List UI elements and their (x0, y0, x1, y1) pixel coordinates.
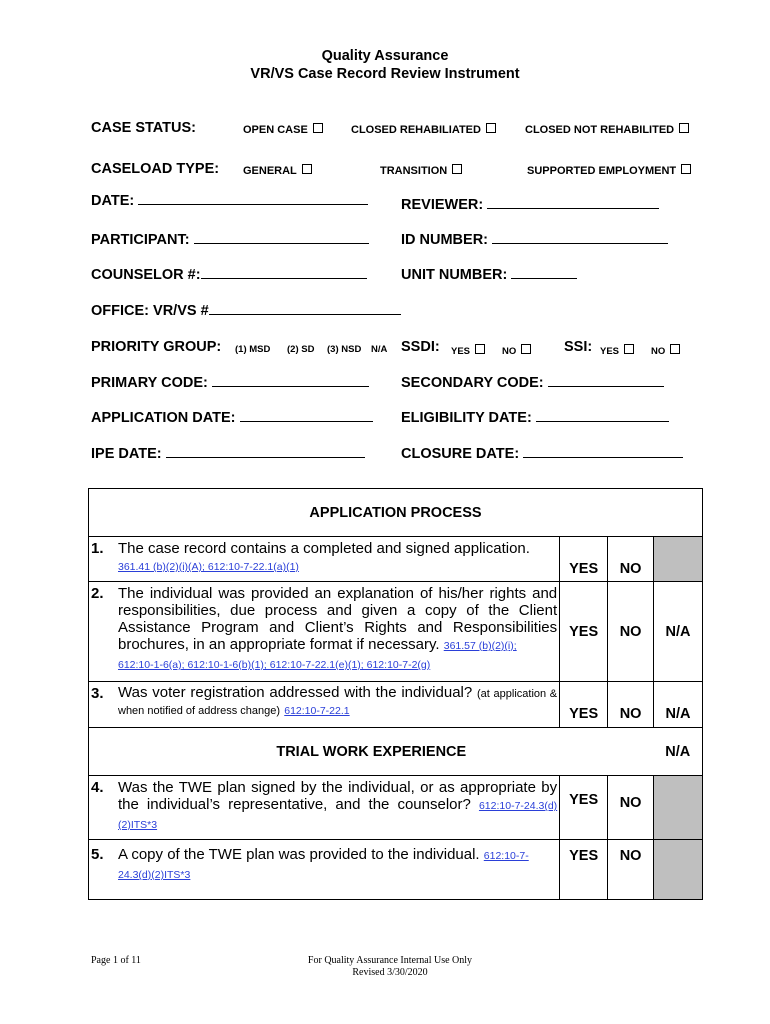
caseload-transition-option[interactable]: TRANSITION (380, 164, 462, 177)
no-cell[interactable]: NO (608, 537, 654, 582)
ssdi-yes-option[interactable]: YES (451, 344, 485, 357)
question-cell (89, 682, 560, 728)
yes-cell[interactable]: YES (560, 840, 608, 900)
caseload-supported-employment-option[interactable]: SUPPORTED EMPLOYMENT (527, 164, 691, 177)
na-cell-disabled (654, 840, 703, 900)
no-cell[interactable]: NO (608, 776, 654, 840)
question-cell (89, 776, 560, 840)
question-number: 2. (91, 585, 104, 602)
twe-na-cell[interactable]: N/A (654, 728, 703, 776)
question-cell (89, 582, 560, 682)
question-text: The individual was provided an explanation of his/her rights and responsibilities, due process and given a copy of the Client Assistance Program and Client’s Rights and Responsibilities brochures, in an appropriate format if necessary. (118, 585, 558, 653)
review-table (88, 488, 703, 900)
reviewer-field[interactable]: REVIEWER: (401, 197, 659, 213)
question-number: 1. (91, 540, 104, 557)
question-text: Was voter registration addressed with the individual? (118, 684, 473, 701)
checkbox-icon[interactable] (670, 344, 680, 354)
primary-code-field[interactable]: PRIMARY CODE: (91, 375, 369, 391)
footer-usage-note: For Quality Assurance Internal Use Only (307, 955, 473, 966)
citation-link[interactable]: 612:10-7-24.3(d)(2)ITS*3 (118, 800, 558, 831)
counselor-field[interactable]: COUNSELOR #: (91, 267, 367, 283)
checkbox-icon[interactable] (452, 164, 462, 174)
citation-link[interactable]: 361.41 (b)(2)(i)(A); 612:10-7-22.1(a)(1) (118, 561, 299, 573)
ssdi-label: SSDI: (401, 339, 440, 355)
case-status-label: CASE STATUS: (91, 120, 196, 136)
yes-cell[interactable]: YES (560, 537, 608, 582)
caseload-type-label: CASELOAD TYPE: (91, 161, 220, 177)
checkbox-icon[interactable] (681, 164, 691, 174)
office-field[interactable]: OFFICE: VR/VS # (91, 303, 401, 319)
ssi-yes-option[interactable]: YES (600, 344, 634, 357)
checkbox-icon[interactable] (486, 123, 496, 133)
unit-number-field[interactable]: UNIT NUMBER: (401, 267, 577, 283)
document-subtitle: VR/VS Case Record Review Instrument (250, 66, 520, 82)
eligibility-date-field[interactable]: ELIGIBILITY DATE: (401, 410, 669, 426)
table-row (89, 537, 703, 582)
section-heading: TRIAL WORK EXPERIENCE (89, 728, 654, 776)
question-text: The case record contains a completed and signed application. (118, 540, 530, 557)
citation-link[interactable]: 612:10-7-22.1 (284, 705, 350, 717)
checkbox-icon[interactable] (302, 164, 312, 174)
checkbox-icon[interactable] (679, 123, 689, 133)
application-date-field[interactable]: APPLICATION DATE: (91, 410, 373, 426)
section-row-application (89, 489, 703, 537)
document-title: Quality Assurance (321, 48, 449, 64)
closure-date-field[interactable]: CLOSURE DATE: (401, 446, 683, 462)
page-number: Page 1 of 11 (91, 955, 141, 966)
na-cell[interactable]: N/A (654, 582, 703, 682)
citation-link[interactable]: 361.57 (b)(2)(i); (443, 640, 517, 652)
footer-revised-date: Revised 3/30/2020 (352, 967, 428, 978)
priority-na-option[interactable]: N/A (371, 344, 388, 355)
case-status-closed-not-rehab-option[interactable]: CLOSED NOT REHABILITED (525, 123, 689, 136)
id-number-field[interactable]: ID NUMBER: (401, 232, 668, 248)
priority-sd-option[interactable]: (2) SD (287, 344, 315, 355)
date-field[interactable]: DATE: (91, 193, 368, 209)
priority-msd-option[interactable]: (1) MSD (235, 344, 271, 355)
ssi-no-option[interactable]: NO (651, 344, 680, 357)
yes-cell[interactable]: YES (560, 776, 608, 840)
case-status-open-option[interactable]: OPEN CASE (243, 123, 323, 136)
no-cell[interactable]: NO (608, 582, 654, 682)
participant-field[interactable]: PARTICIPANT: (91, 232, 369, 248)
question-text: Was the TWE plan signed by the individual, or as appropriate by the individual’s representative, and the counselor? (118, 779, 558, 813)
secondary-code-field[interactable]: SECONDARY CODE: (401, 375, 664, 391)
na-cell[interactable]: N/A (654, 682, 703, 728)
question-number: 3. (91, 685, 104, 702)
yes-cell[interactable]: YES (560, 682, 608, 728)
ipe-date-field[interactable]: IPE DATE: (91, 446, 365, 462)
checkbox-icon[interactable] (624, 344, 634, 354)
case-status-closed-rehab-option[interactable]: CLOSED REHABILIATED (351, 123, 496, 136)
section-row-twe (89, 728, 703, 776)
question-cell (89, 537, 560, 582)
checkbox-icon[interactable] (475, 344, 485, 354)
question-text: A copy of the TWE plan was provided to the individual. (118, 846, 480, 863)
no-cell[interactable]: NO (608, 840, 654, 900)
no-cell[interactable]: NO (608, 682, 654, 728)
citation-link[interactable]: 612:10-1-6(a); 612:10-1-6(b)(1); 612:10-7-22.1(e)(1); 612:10-7-2(g) (118, 659, 431, 671)
ssi-label: SSI: (564, 339, 593, 355)
priority-nsd-option[interactable]: (3) NSD (327, 344, 362, 355)
na-cell-disabled (654, 776, 703, 840)
section-heading: APPLICATION PROCESS (89, 489, 703, 537)
question-number: 5. (91, 846, 104, 863)
table-row (89, 776, 703, 840)
priority-group-label: PRIORITY GROUP: (91, 339, 222, 355)
table-row (89, 682, 703, 728)
checkbox-icon[interactable] (313, 123, 323, 133)
question-number: 4. (91, 779, 104, 796)
checkbox-icon[interactable] (521, 344, 531, 354)
question-note: (at application & when notified of address change) (118, 688, 558, 717)
na-cell-disabled (654, 537, 703, 582)
table-row (89, 840, 703, 900)
yes-cell[interactable]: YES (560, 582, 608, 682)
question-cell (89, 840, 560, 900)
caseload-general-option[interactable]: GENERAL (243, 164, 312, 177)
ssdi-no-option[interactable]: NO (502, 344, 531, 357)
table-row (89, 582, 703, 682)
citation-link[interactable]: 612:10-7-24.3(d)(2)ITS*3 (118, 850, 529, 881)
